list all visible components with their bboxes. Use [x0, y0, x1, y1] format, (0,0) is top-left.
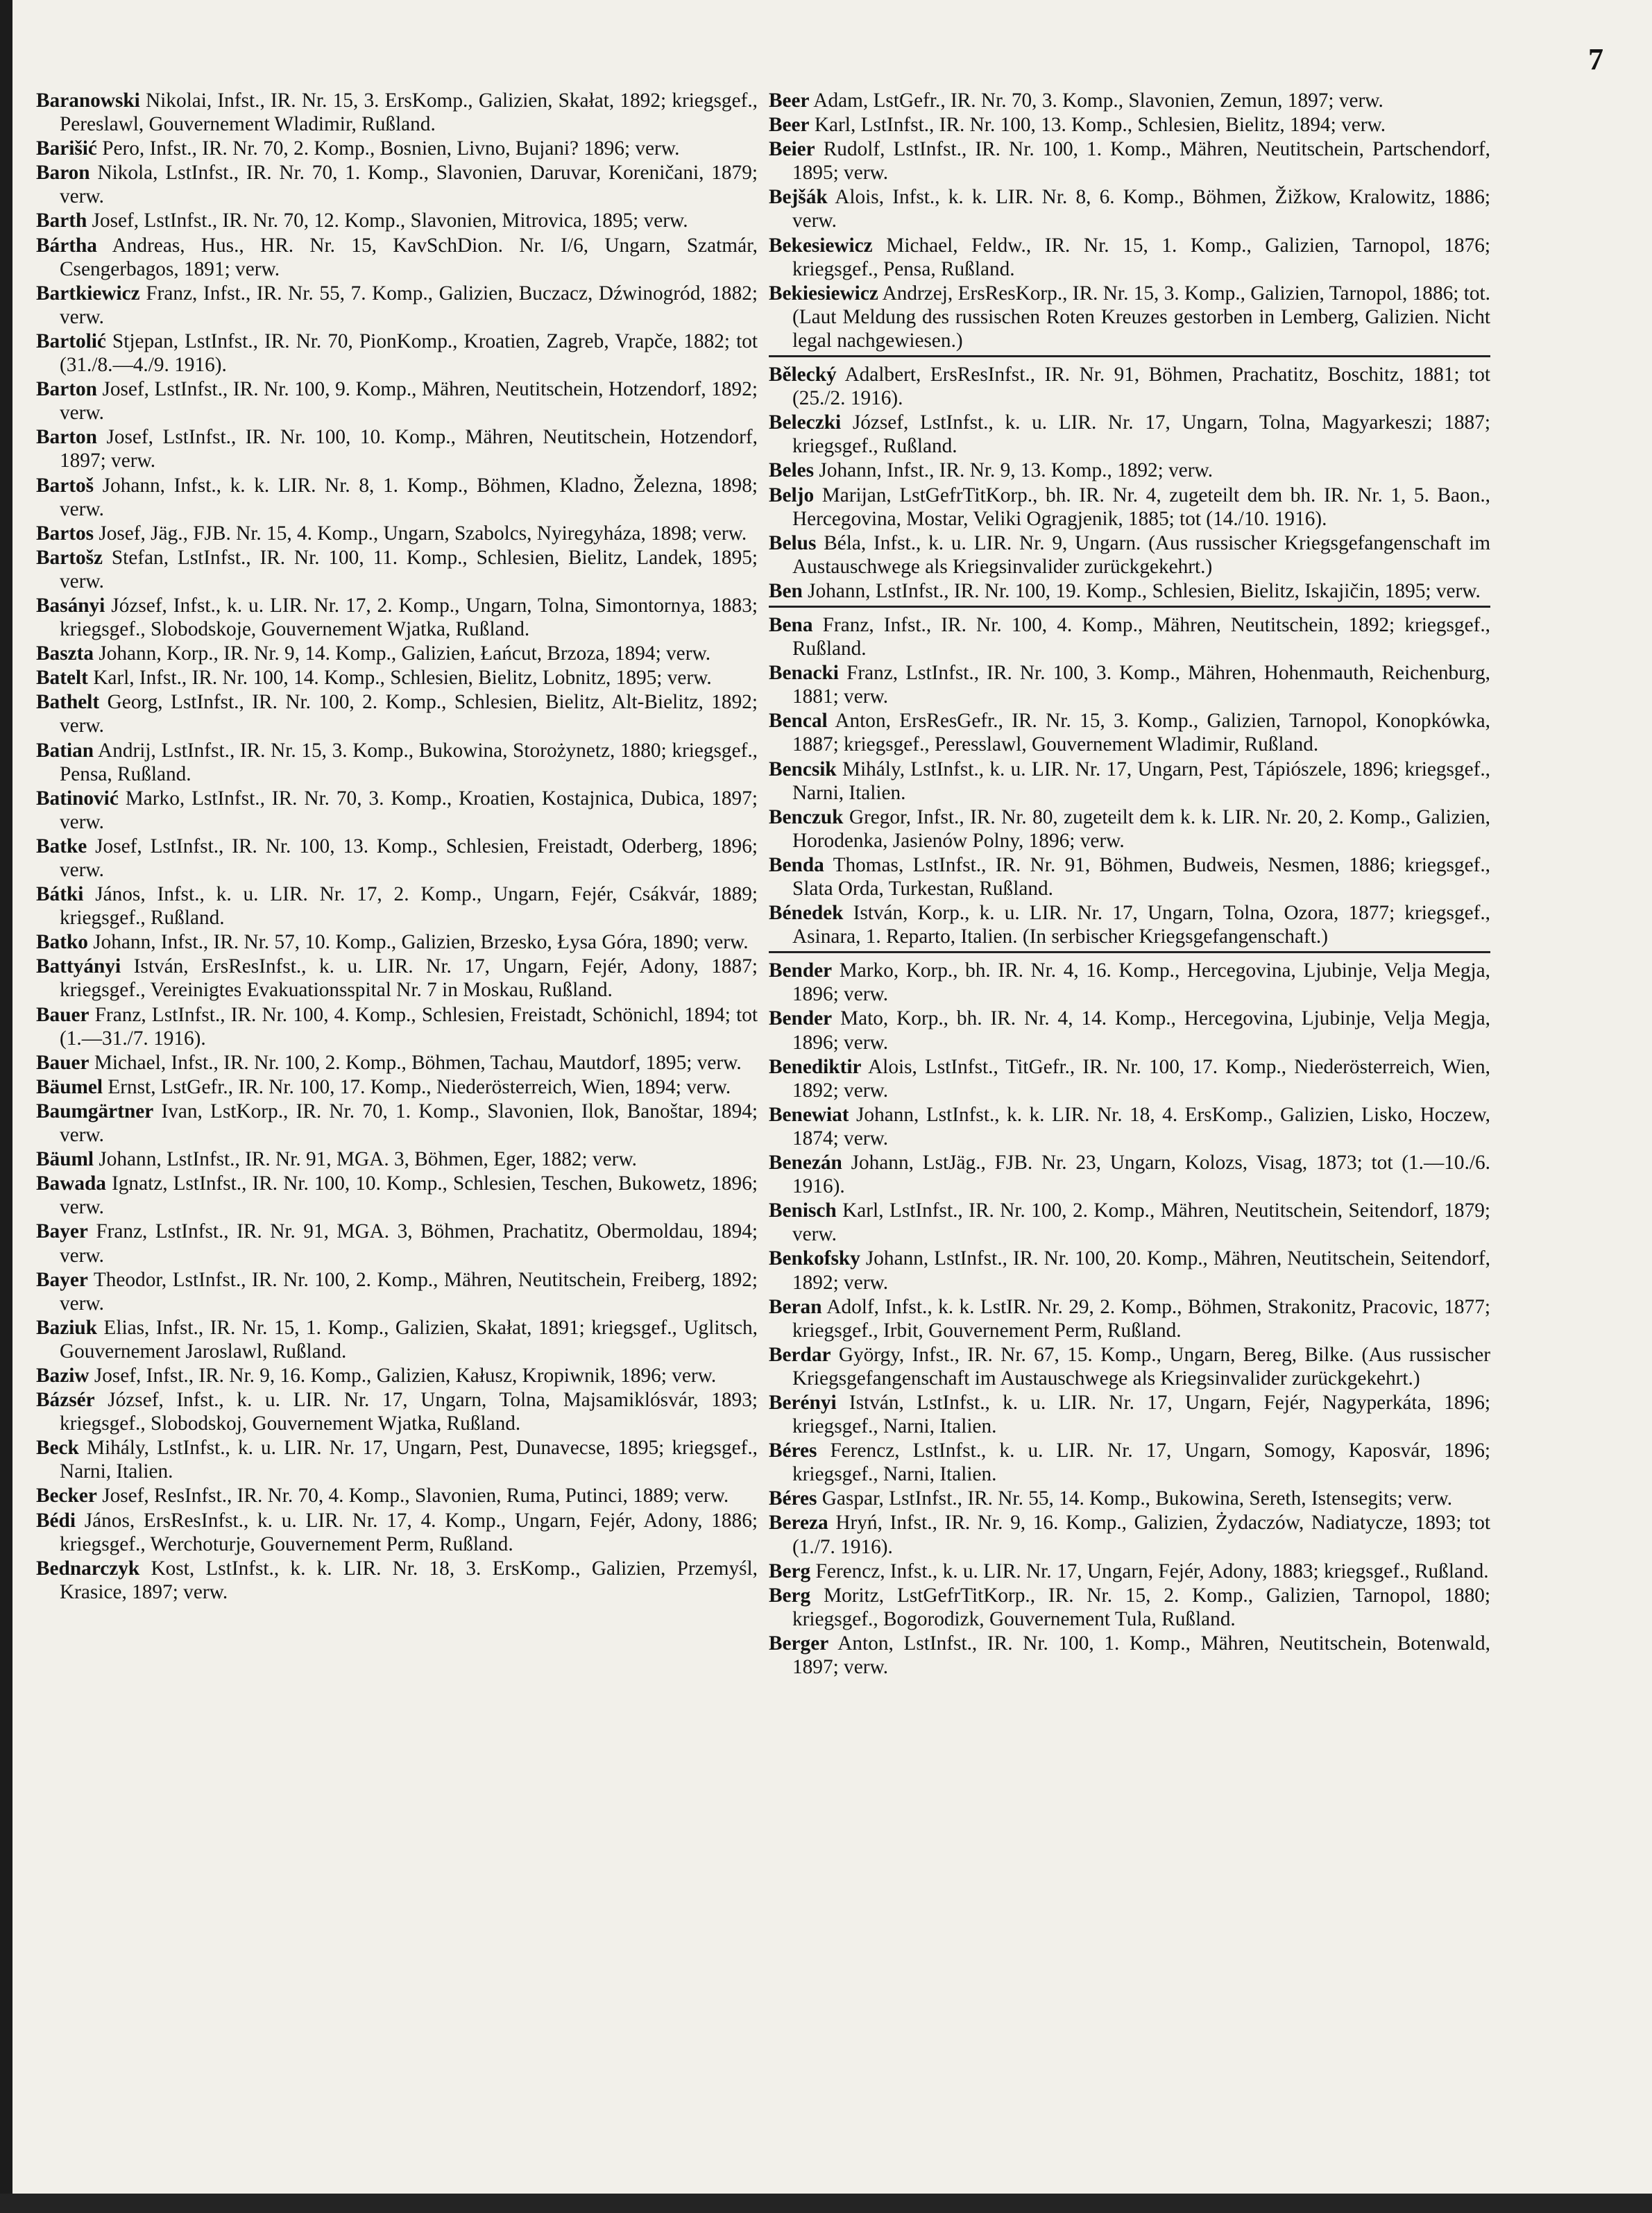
- entry-surname: Bencal: [769, 710, 828, 733]
- entry-surname: Berényi: [769, 1391, 837, 1414]
- entry-details: György, Infst., IR. Nr. 67, 15. Komp., Ungarn, Bereg, Bilke. (Aus russischer Kriegsgefangenschaft im Austauschwege als Kriegsinvalider zurückgekehrt.): [792, 1343, 1491, 1390]
- scan-edge-bottom: [0, 2194, 1652, 2213]
- entry-surname: Beier: [769, 138, 815, 161]
- entry-details: Nikola, LstInfst., IR. Nr. 70, 1. Komp., Slavonien, Daruvar, Koreničani, 1879; verw.: [60, 162, 758, 208]
- entry-surname: Berger: [769, 1632, 829, 1655]
- entry-surname: Bauer: [36, 1051, 90, 1074]
- list-entry: [36, 1100, 758, 1147]
- entry-details: Johann, Infst., IR. Nr. 57, 10. Komp., Galizien, Brzesko, Łysa Góra, 1890; verw.: [93, 931, 749, 954]
- entry-surname: Bartolić: [36, 330, 106, 352]
- entry-details: Johann, LstInfst., IR. Nr. 100, 19. Komp., Schlesien, Bielitz, Iskajičin, 1895; verw.: [808, 579, 1481, 602]
- list-entry: [36, 1147, 758, 1171]
- list-entry: [769, 1295, 1490, 1342]
- entry-surname: Bátki: [36, 883, 84, 906]
- list-entry: [769, 1584, 1490, 1631]
- list-entry: [36, 1484, 758, 1507]
- list-entry: [36, 522, 758, 545]
- entry-surname: Bender: [769, 1007, 833, 1030]
- entry-details: Stjepan, LstInfst., IR. Nr. 70, PionKomp., Kroatien, Zagreb, Vrapče, 1882; tot (31./8.—4./9. 1916).: [60, 330, 758, 377]
- entry-details: Josef, LstInfst., IR. Nr. 100, 10. Komp., Mähren, Neutitschein, Hotzendorf, 1897; verw.: [60, 426, 758, 472]
- list-entry: [769, 484, 1490, 531]
- list-entry: [36, 1268, 758, 1315]
- list-entry: [769, 1151, 1490, 1198]
- list-entry: [769, 805, 1490, 853]
- entry-details: Josef, LstInfst., IR. Nr. 100, 9. Komp., Mähren, Neutitschein, Hotzendorf, 1892; verw.: [60, 378, 758, 425]
- entry-surname: Berg: [769, 1584, 811, 1607]
- left-column: [36, 89, 758, 1605]
- entry-details: János, ErsResInfst., k. u. LIR. Nr. 17, 4. Komp., Ungarn, Fejér, Adony, 1886; kriegsgef., Werchoturje, Gouvernement Perm, Rußland.: [60, 1509, 758, 1555]
- entry-surname: Bayer: [36, 1268, 88, 1291]
- entry-details: Josef, Infst., IR. Nr. 9, 16. Komp., Galizien, Kałusz, Kropiwnik, 1896; verw.: [94, 1364, 717, 1387]
- entry-details: Anton, LstInfst., IR. Nr. 100, 1. Komp., Mähren, Neutitschein, Botenwald, 1897; verw.: [792, 1632, 1490, 1678]
- entry-details: Josef, LstInfst., IR. Nr. 70, 12. Komp., Slavonien, Mitrovica, 1895; verw.: [92, 210, 688, 232]
- entry-surname: Bédi: [36, 1509, 76, 1532]
- entry-surname: Barth: [36, 210, 87, 232]
- entry-surname: Benisch: [769, 1199, 837, 1222]
- list-entry: [36, 882, 758, 930]
- entry-details: Georg, LstInfst., IR. Nr. 100, 2. Komp., Schlesien, Bielitz, Alt-Bielitz, 1892; verw.: [60, 691, 758, 737]
- entry-surname: Bena: [769, 613, 813, 636]
- entry-surname: Benda: [769, 853, 824, 876]
- entry-surname: Berg: [769, 1560, 811, 1582]
- list-entry: [769, 613, 1490, 660]
- list-entry: [36, 377, 758, 425]
- entry-details: István, LstInfst., k. u. LIR. Nr. 17, Ungarn, Fejér, Nagyperkáta, 1896; kriegsgef., Narni, Italien.: [792, 1391, 1491, 1438]
- entry-details: János, Infst., k. u. LIR. Nr. 17, 2. Komp., Ungarn, Fejér, Csákvár, 1889; kriegsgef., Rußland.: [60, 883, 758, 930]
- entry-details: Johann, Korp., IR. Nr. 9, 14. Komp., Galizien, Łańcut, Brzoza, 1894; verw.: [99, 642, 711, 665]
- list-entry: [769, 234, 1490, 281]
- list-entry: [36, 1388, 758, 1435]
- entry-details: József, Infst., k. u. LIR. Nr. 17, Ungarn, Tolna, Majsamiklósvár, 1893; kriegsgef., Slobodskoj, Gouvernement Wjatka, Rußland.: [60, 1389, 758, 1435]
- entry-surname: Belus: [769, 531, 817, 554]
- entry-surname: Ben: [769, 579, 803, 602]
- entry-surname: Baron: [36, 162, 90, 185]
- entry-details: Ivan, LstKorp., IR. Nr. 70, 1. Komp., Slavonien, Ilok, Banoštar, 1894; verw.: [60, 1100, 758, 1147]
- list-entry: [769, 579, 1490, 608]
- list-entry: [769, 661, 1490, 708]
- list-entry: [769, 959, 1490, 1006]
- entry-surname: Bathelt: [36, 691, 100, 714]
- list-entry: [36, 955, 758, 1002]
- list-entry: [769, 411, 1490, 458]
- list-entry: [36, 666, 758, 690]
- entry-surname: Benacki: [769, 662, 839, 685]
- list-entry: [769, 1343, 1490, 1390]
- list-entry: [769, 459, 1490, 482]
- entry-surname: Benczuk: [769, 805, 844, 828]
- list-entry: [769, 282, 1490, 357]
- entry-details: Marko, Korp., bh. IR. Nr. 4, 16. Komp., Hercegovina, Ljubinje, Velja Megja, 1896; verw.: [792, 959, 1490, 1006]
- entry-surname: Baziw: [36, 1364, 90, 1387]
- list-entry: [36, 1436, 758, 1483]
- list-entry: [769, 1560, 1490, 1583]
- entry-details: Ignatz, LstInfst., IR. Nr. 100, 10. Komp., Schlesien, Teschen, Bukowetz, 1896; verw.: [60, 1172, 758, 1219]
- scan-edge-left: [0, 0, 12, 2213]
- list-entry: [36, 1316, 758, 1363]
- entry-surname: Batke: [36, 835, 87, 857]
- entry-details: Andrzej, ErsResKorp., IR. Nr. 15, 3. Komp., Galizien, Tarnopol, 1886; tot. (Laut Meldung des russischen Roten Kreuzes gestorben in Lemberg, Galizien. Nicht legal nachgewiesen.): [792, 282, 1490, 352]
- list-entry: [769, 709, 1490, 756]
- entry-surname: Bartos: [36, 522, 94, 545]
- list-entry: [36, 1172, 758, 1219]
- entry-details: Johann, LstInfst., k. k. LIR. Nr. 18, 4. ErsKomp., Galizien, Lisko, Hoczew, 1874; verw.: [792, 1103, 1490, 1150]
- list-entry: [36, 642, 758, 665]
- entry-details: József, Infst., k. u. LIR. Nr. 17, 2. Komp., Ungarn, Tolna, Simontornya, 1883; kriegsgef., Slobodskoje, Gouvernement Wjatka, Rußland.: [60, 594, 758, 641]
- entry-details: Mihály, LstInfst., k. u. LIR. Nr. 17, Ungarn, Pest, Dunavecse, 1895; kriegsgef., Narni, Italien.: [60, 1437, 758, 1483]
- list-entry: [769, 853, 1490, 900]
- list-entry: [36, 137, 758, 160]
- entry-surname: Batian: [36, 739, 94, 762]
- entry-surname: Bělecký: [769, 364, 837, 386]
- entry-details: Johann, Infst., IR. Nr. 9, 13. Komp., 1892; verw.: [819, 459, 1214, 482]
- entry-surname: Bayer: [36, 1220, 88, 1243]
- list-entry: [769, 758, 1490, 805]
- list-entry: [36, 930, 758, 954]
- list-entry: [36, 1003, 758, 1050]
- entry-surname: Béres: [769, 1439, 817, 1462]
- entry-details: Béla, Infst., k. u. LIR. Nr. 9, Ungarn. (Aus russischer Kriegsgefangenschaft im Austauschwege als Kriegsinvalider zurückgekehrt.): [792, 531, 1490, 578]
- entry-details: Elias, Infst., IR. Nr. 15, 1. Komp., Galizien, Skałat, 1891; kriegsgef., Uglitsch, Gouvernement Jaroslawl, Rußland.: [60, 1316, 758, 1362]
- entry-surname: Barton: [36, 378, 97, 401]
- entry-details: Ferencz, LstInfst., k. u. LIR. Nr. 17, Ungarn, Somogy, Kaposvár, 1896; kriegsgef., Narni, Italien.: [792, 1439, 1491, 1486]
- entry-surname: Bawada: [36, 1172, 106, 1195]
- entry-details: Johann, LstInfst., IR. Nr. 100, 20. Komp., Mähren, Neutitschein, Seitendorf, 1892; verw.: [792, 1247, 1490, 1294]
- entry-details: Adam, LstGefr., IR. Nr. 70, 3. Komp., Slavonien, Zemun, 1897; verw.: [813, 89, 1383, 112]
- entry-surname: Bartošz: [36, 546, 103, 569]
- list-entry: [36, 1051, 758, 1075]
- entry-details: Karl, Infst., IR. Nr. 100, 14. Komp., Schlesien, Bielitz, Lobnitz, 1895; verw.: [93, 667, 712, 690]
- list-entry: [769, 901, 1490, 953]
- entry-details: Gregor, Infst., IR. Nr. 80, zugeteilt dem k. k. LIR. Nr. 20, 2. Komp., Galizien, Horodenka, Jasienów Polny, 1896; verw.: [792, 805, 1490, 852]
- entry-surname: Bázsér: [36, 1389, 95, 1412]
- entry-details: Mihály, LstInfst., k. u. LIR. Nr. 17, Ungarn, Pest, Tápiószele, 1896; kriegsgef., Narni, Italien.: [792, 758, 1490, 804]
- entry-details: Alois, LstInfst., TitGefr., IR. Nr. 100, 17. Komp., Niederösterreich, Wien, 1892; verw.: [792, 1055, 1490, 1102]
- entry-surname: Bednarczyk: [36, 1557, 140, 1580]
- entry-details: Adalbert, ErsResInfst., IR. Nr. 91, Böhmen, Prachatitz, Boschitz, 1881; tot (25./2. 1916).: [792, 364, 1490, 410]
- entry-details: Johann, Infst., k. k. LIR. Nr. 8, 1. Komp., Böhmen, Kladno, Železna, 1898; verw.: [60, 474, 758, 520]
- list-entry: [36, 1364, 758, 1387]
- list-entry: [36, 89, 758, 136]
- entry-details: Thomas, LstInfst., IR. Nr. 91, Böhmen, Budweis, Nesmen, 1886; kriegsgef., Slata Orda, Turkestan, Rußland.: [792, 853, 1490, 900]
- list-entry: [769, 531, 1490, 579]
- list-entry: [36, 282, 758, 329]
- list-entry: [36, 425, 758, 472]
- page-number: 7: [1588, 42, 1603, 76]
- entry-details: Franz, LstInfst., IR. Nr. 91, MGA. 3, Böhmen, Prachatitz, Obermoldau, 1894; verw.: [60, 1220, 758, 1267]
- list-entry: [769, 137, 1490, 185]
- entry-details: Franz, LstInfst., IR. Nr. 100, 4. Komp., Schlesien, Freistadt, Schönichl, 1894; tot (1.—31./7. 1916).: [60, 1003, 758, 1050]
- list-entry: [36, 1220, 758, 1267]
- list-entry: [769, 1103, 1490, 1150]
- entry-details: Michael, Feldw., IR. Nr. 15, 1. Komp., Galizien, Tarnopol, 1876; kriegsgef., Pensa, Rußland.: [792, 234, 1491, 280]
- list-entry: [769, 113, 1490, 137]
- list-entry: [36, 209, 758, 232]
- list-entry: [769, 1199, 1490, 1246]
- entry-surname: Bekiesiewicz: [769, 282, 878, 305]
- entry-surname: Bejšák: [769, 186, 828, 209]
- entry-surname: Bencsik: [769, 758, 837, 780]
- list-entry: [769, 1247, 1490, 1294]
- entry-details: József, LstInfst., k. u. LIR. Nr. 17, Ungarn, Tolna, Magyarkeszi; 1887; kriegsgef., Rußland.: [792, 411, 1490, 458]
- list-entry: [36, 1509, 758, 1556]
- entry-details: Theodor, LstInfst., IR. Nr. 100, 2. Komp., Mähren, Neutitschein, Freiberg, 1892; verw.: [60, 1268, 758, 1315]
- entry-details: Ferencz, Infst., k. u. LIR. Nr. 17, Ungarn, Fejér, Adony, 1883; kriegsgef., Rußland.: [815, 1560, 1489, 1582]
- entry-surname: Baranowski: [36, 89, 140, 112]
- list-entry: [36, 1075, 758, 1099]
- entry-details: Rudolf, LstInfst., IR. Nr. 100, 1. Komp., Mähren, Neutitschein, Partschendorf, 1895; verw.: [792, 138, 1490, 185]
- list-entry: [769, 185, 1490, 232]
- entry-surname: Berdar: [769, 1343, 831, 1366]
- entry-surname: Beran: [769, 1295, 822, 1318]
- entry-details: Moritz, LstGefrTitKorp., IR. Nr. 15, 2. Komp., Galizien, Tarnopol, 1880; kriegsgef., Bogorodizk, Gouvernement Tula, Rußland.: [792, 1584, 1491, 1630]
- entry-surname: Basányi: [36, 594, 105, 617]
- list-entry: [769, 1487, 1490, 1510]
- entry-details: Alois, Infst., k. k. LIR. Nr. 8, 6. Komp., Böhmen, Žižkow, Kralowitz, 1886; verw.: [792, 186, 1490, 232]
- entry-surname: Baziuk: [36, 1316, 97, 1339]
- entry-surname: Beles: [769, 459, 815, 482]
- entry-details: Marko, LstInfst., IR. Nr. 70, 3. Komp., Kroatien, Kostajnica, Dubica, 1897; verw.: [60, 787, 758, 833]
- entry-surname: Barišić: [36, 137, 97, 160]
- entry-details: Kost, LstInfst., k. k. LIR. Nr. 18, 3. ErsKomp., Galizien, Przemyśl, Krasice, 1897; verw.: [60, 1557, 758, 1603]
- entry-details: Hryń, Infst., IR. Nr. 9, 16. Komp., Galizien, Żydaczów, Nadiatycze, 1893; tot (1./7. 1916).: [792, 1512, 1490, 1558]
- entry-details: Nikolai, Infst., IR. Nr. 15, 3. ErsKomp., Galizien, Skałat, 1892; kriegsgef., Pereslawl, Gouvernement Wladimir, Rußland.: [60, 89, 758, 136]
- list-entry: [36, 690, 758, 737]
- entry-details: Mato, Korp., bh. IR. Nr. 4, 14. Komp., Hercegovina, Ljubinje, Velja Megja, 1896; verw.: [792, 1007, 1490, 1054]
- entry-details: Ernst, LstGefr., IR. Nr. 100, 17. Komp., Niederösterreich, Wien, 1894; verw.: [108, 1075, 731, 1098]
- entry-details: Johann, LstInfst., IR. Nr. 91, MGA. 3, Böhmen, Eger, 1882; verw.: [99, 1148, 638, 1171]
- list-entry: [36, 234, 758, 281]
- list-entry: [769, 1391, 1490, 1438]
- entry-details: István, Korp., k. u. LIR. Nr. 17, Ungarn, Tolna, Ozora, 1877; kriegsgef., Asinara, 1. Reparto, Italien. (In serbischer Kriegsgefangenschaft.): [792, 902, 1491, 948]
- list-entry: [769, 1007, 1490, 1054]
- list-entry: [36, 739, 758, 786]
- list-entry: [36, 330, 758, 377]
- entry-surname: Barton: [36, 426, 97, 449]
- entry-surname: Bénedek: [769, 902, 844, 925]
- list-entry: [769, 1511, 1490, 1558]
- entry-surname: Beleczki: [769, 411, 842, 434]
- entry-surname: Baumgärtner: [36, 1100, 154, 1122]
- entry-surname: Beck: [36, 1437, 79, 1460]
- entry-surname: Bauer: [36, 1003, 90, 1026]
- entry-details: Andrij, LstInfst., IR. Nr. 15, 3. Komp., Bukowina, Storożynetz, 1880; kriegsgef., Pensa, Rußland.: [60, 739, 758, 785]
- entry-surname: Becker: [36, 1485, 97, 1507]
- entry-details: István, ErsResInfst., k. u. LIR. Nr. 17, Ungarn, Fejér, Adony, 1887; kriegsgef., Vereinigtes Evakuationsspital Nr. 7 in Moskau, Rußland.: [60, 955, 758, 1002]
- entry-surname: Beer: [769, 114, 810, 137]
- list-entry: [769, 1439, 1490, 1486]
- entry-surname: Bereza: [769, 1512, 828, 1535]
- entry-details: Andreas, Hus., HR. Nr. 15, KavSchDion. Nr. I/6, Ungarn, Szatmár, Csengerbagos, 1891; verw.: [60, 234, 758, 280]
- entry-details: Pero, Infst., IR. Nr. 70, 2. Komp., Bosnien, Livno, Bujani? 1896; verw.: [102, 137, 680, 160]
- list-entry: [36, 594, 758, 641]
- entry-surname: Béres: [769, 1487, 817, 1510]
- entry-details: Marijan, LstGefrTitKorp., bh. IR. Nr. 4, zugeteilt dem bh. IR. Nr. 1, 5. Baon., Hercegovina, Mostar, Veliki Ogragjenik, 1885; tot (14./10. 1916).: [792, 484, 1490, 530]
- entry-surname: Benediktir: [769, 1055, 862, 1078]
- list-entry: [769, 1632, 1490, 1679]
- list-entry: [769, 363, 1490, 410]
- list-entry: [36, 787, 758, 834]
- entry-details: Gaspar, LstInfst., IR. Nr. 55, 14. Komp., Bukowina, Sereth, Istensegits; verw.: [821, 1487, 1453, 1510]
- entry-details: Josef, LstInfst., IR. Nr. 100, 13. Komp., Schlesien, Freistadt, Oderberg, 1896; verw.: [60, 835, 758, 881]
- entry-surname: Bartoš: [36, 474, 94, 497]
- entry-surname: Bender: [769, 959, 833, 982]
- list-entry: [36, 161, 758, 208]
- entry-surname: Benezán: [769, 1152, 842, 1174]
- entry-details: Franz, LstInfst., IR. Nr. 100, 3. Komp., Mähren, Hohenmauth, Reichenburg, 1881; verw.: [792, 662, 1491, 708]
- entry-surname: Benewiat: [769, 1103, 849, 1126]
- list-entry: [769, 1055, 1490, 1102]
- entry-details: Josef, Jäg., FJB. Nr. 15, 4. Komp., Ungarn, Szabolcs, Nyiregyháza, 1898; verw.: [99, 522, 747, 545]
- entry-surname: Batinović: [36, 787, 119, 810]
- entry-surname: Beljo: [769, 484, 815, 506]
- list-entry: [769, 89, 1490, 112]
- entry-details: Franz, Infst., IR. Nr. 100, 4. Komp., Mähren, Neutitschein, 1892; kriegsgef., Rußland.: [792, 613, 1490, 660]
- entry-details: Johann, LstJäg., FJB. Nr. 23, Ungarn, Kolozs, Visag, 1873; tot (1.—10./6. 1916).: [792, 1152, 1490, 1198]
- entry-details: Michael, Infst., IR. Nr. 100, 2. Komp., Böhmen, Tachau, Mautdorf, 1895; verw.: [94, 1051, 742, 1074]
- entry-surname: Batelt: [36, 667, 88, 690]
- entry-details: Franz, Infst., IR. Nr. 55, 7. Komp., Galizien, Buczacz, Dźwinogród, 1882; verw.: [60, 282, 758, 328]
- entry-surname: Bekesiewicz: [769, 234, 873, 257]
- entry-surname: Battyányi: [36, 955, 121, 978]
- entry-details: Karl, LstInfst., IR. Nr. 100, 2. Komp., Mähren, Neutitschein, Seitendorf, 1879; verw.: [792, 1199, 1490, 1246]
- entry-surname: Benkofsky: [769, 1247, 860, 1270]
- list-entry: [36, 835, 758, 882]
- entry-details: Anton, ErsResGefr., IR. Nr. 15, 3. Komp., Galizien, Tarnopol, Konopkówka, 1887; kriegsgef., Peresslawl, Gouvernement Wladimir, Rußland.: [792, 710, 1490, 756]
- entry-details: Josef, ResInfst., IR. Nr. 70, 4. Komp., Slavonien, Ruma, Putinci, 1889; verw.: [102, 1485, 729, 1507]
- entry-surname: Bäumel: [36, 1075, 103, 1098]
- entry-surname: Bártha: [36, 234, 97, 257]
- list-entry: [36, 474, 758, 521]
- entry-details: Stefan, LstInfst., IR. Nr. 100, 11. Komp., Schlesien, Bielitz, Landek, 1895; verw.: [60, 546, 758, 592]
- list-entry: [36, 546, 758, 593]
- entry-surname: Bäuml: [36, 1148, 94, 1171]
- entry-details: Adolf, Infst., k. k. LstIR. Nr. 29, 2. Komp., Böhmen, Strakonitz, Pracovic, 1877; kriegsgef., Irbit, Gouvernement Perm, Rußland.: [792, 1295, 1490, 1342]
- right-column: [769, 89, 1490, 1680]
- list-entry: [36, 1557, 758, 1604]
- entry-details: Karl, LstInfst., IR. Nr. 100, 13. Komp., Schlesien, Bielitz, 1894; verw.: [814, 114, 1386, 137]
- entry-surname: Baszta: [36, 642, 94, 665]
- entry-surname: Bartkiewicz: [36, 282, 140, 305]
- entry-surname: Batko: [36, 931, 88, 954]
- entry-surname: Beer: [769, 89, 810, 112]
